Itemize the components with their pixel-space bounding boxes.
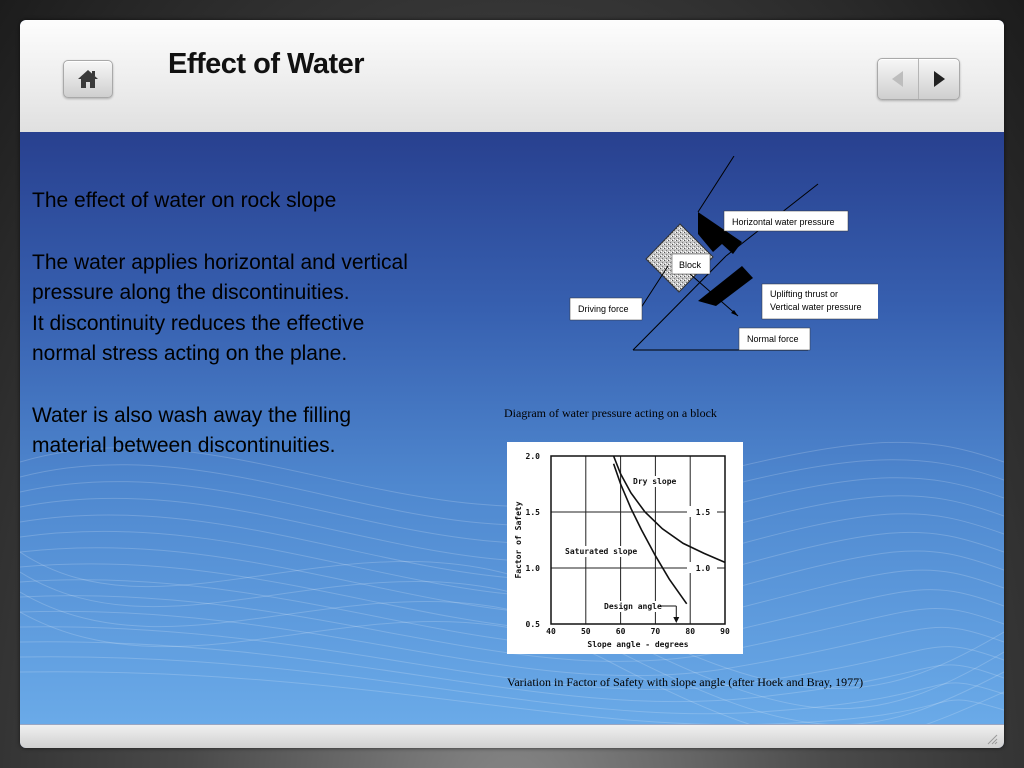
block-label: Block [679,260,702,270]
y-tick-label: 0.5 [525,620,540,629]
pressure-line-4: normal stress acting on the plane. [32,342,348,365]
x-tick-label: 40 [546,627,556,636]
pressure-line-1: The water applies horizontal and vertical [32,250,408,274]
y-tick-label: 1.5 [525,508,540,517]
design-angle-arrow [673,617,679,623]
chart-caption: Variation in Factor of Safety with slope angle (after Hoek and Bray, 1977) [507,675,864,689]
slide [20,20,1004,748]
uplift-label-line-1: Uplifting thrust or [770,289,839,299]
filling-line-2: material between discontinuities. [32,434,336,457]
next-slide-button[interactable] [918,59,959,99]
previous-slide-button[interactable] [878,59,918,99]
pressure-line-3: It discontinuity reduces the effective [32,311,365,335]
normal-force-label: Normal force [747,334,799,344]
x-tick-label: 50 [580,627,591,636]
factor-of-safety-chart [507,442,743,654]
arrow-left-icon [890,70,906,88]
right-tick-label: 1.5 [695,508,711,517]
y-tick-label: 1.0 [525,564,540,573]
y-axis-label: Factor of Safety [514,501,523,579]
diagram-caption: Diagram of water pressure acting on a block [504,406,717,420]
filling-line-1: Water is also wash away the filling [32,403,352,427]
uplift-label-line-2: Vertical water pressure [770,302,862,312]
water-pressure-diagram [548,156,878,362]
x-tick-label: 70 [650,627,661,636]
y-tick-label: 2.0 [525,452,540,461]
dry-slope-annotation: Dry slope [633,477,677,486]
driving-force-label: Driving force [578,304,629,314]
x-tick-label: 80 [685,627,696,636]
resize-grip-icon[interactable] [986,733,998,745]
home-button[interactable] [63,60,113,98]
slide-content [20,132,1004,724]
x-tick-label: 90 [720,627,730,636]
right-tick-label: 1.0 [695,564,711,573]
horizontal-pressure-label: Horizontal water pressure [732,217,835,227]
page-title: Effect of Water [168,48,365,80]
x-tick-label: 60 [615,627,626,636]
arrow-right-icon [931,70,947,88]
home-icon [77,69,99,89]
design-angle-annotation: Design angle [604,602,662,611]
chart-panel [507,442,743,654]
saturated-slope-annotation: Saturated slope [565,547,638,556]
intro-line: The effect of water on rock slope [32,189,337,212]
slide-navigation [877,58,960,100]
x-axis-label: Slope angle - degrees [587,640,689,649]
pressure-line-2: pressure along the discontinuities. [32,281,350,304]
slide-header [20,20,1004,133]
body-text [32,186,472,462]
slide-footer [20,724,1004,748]
